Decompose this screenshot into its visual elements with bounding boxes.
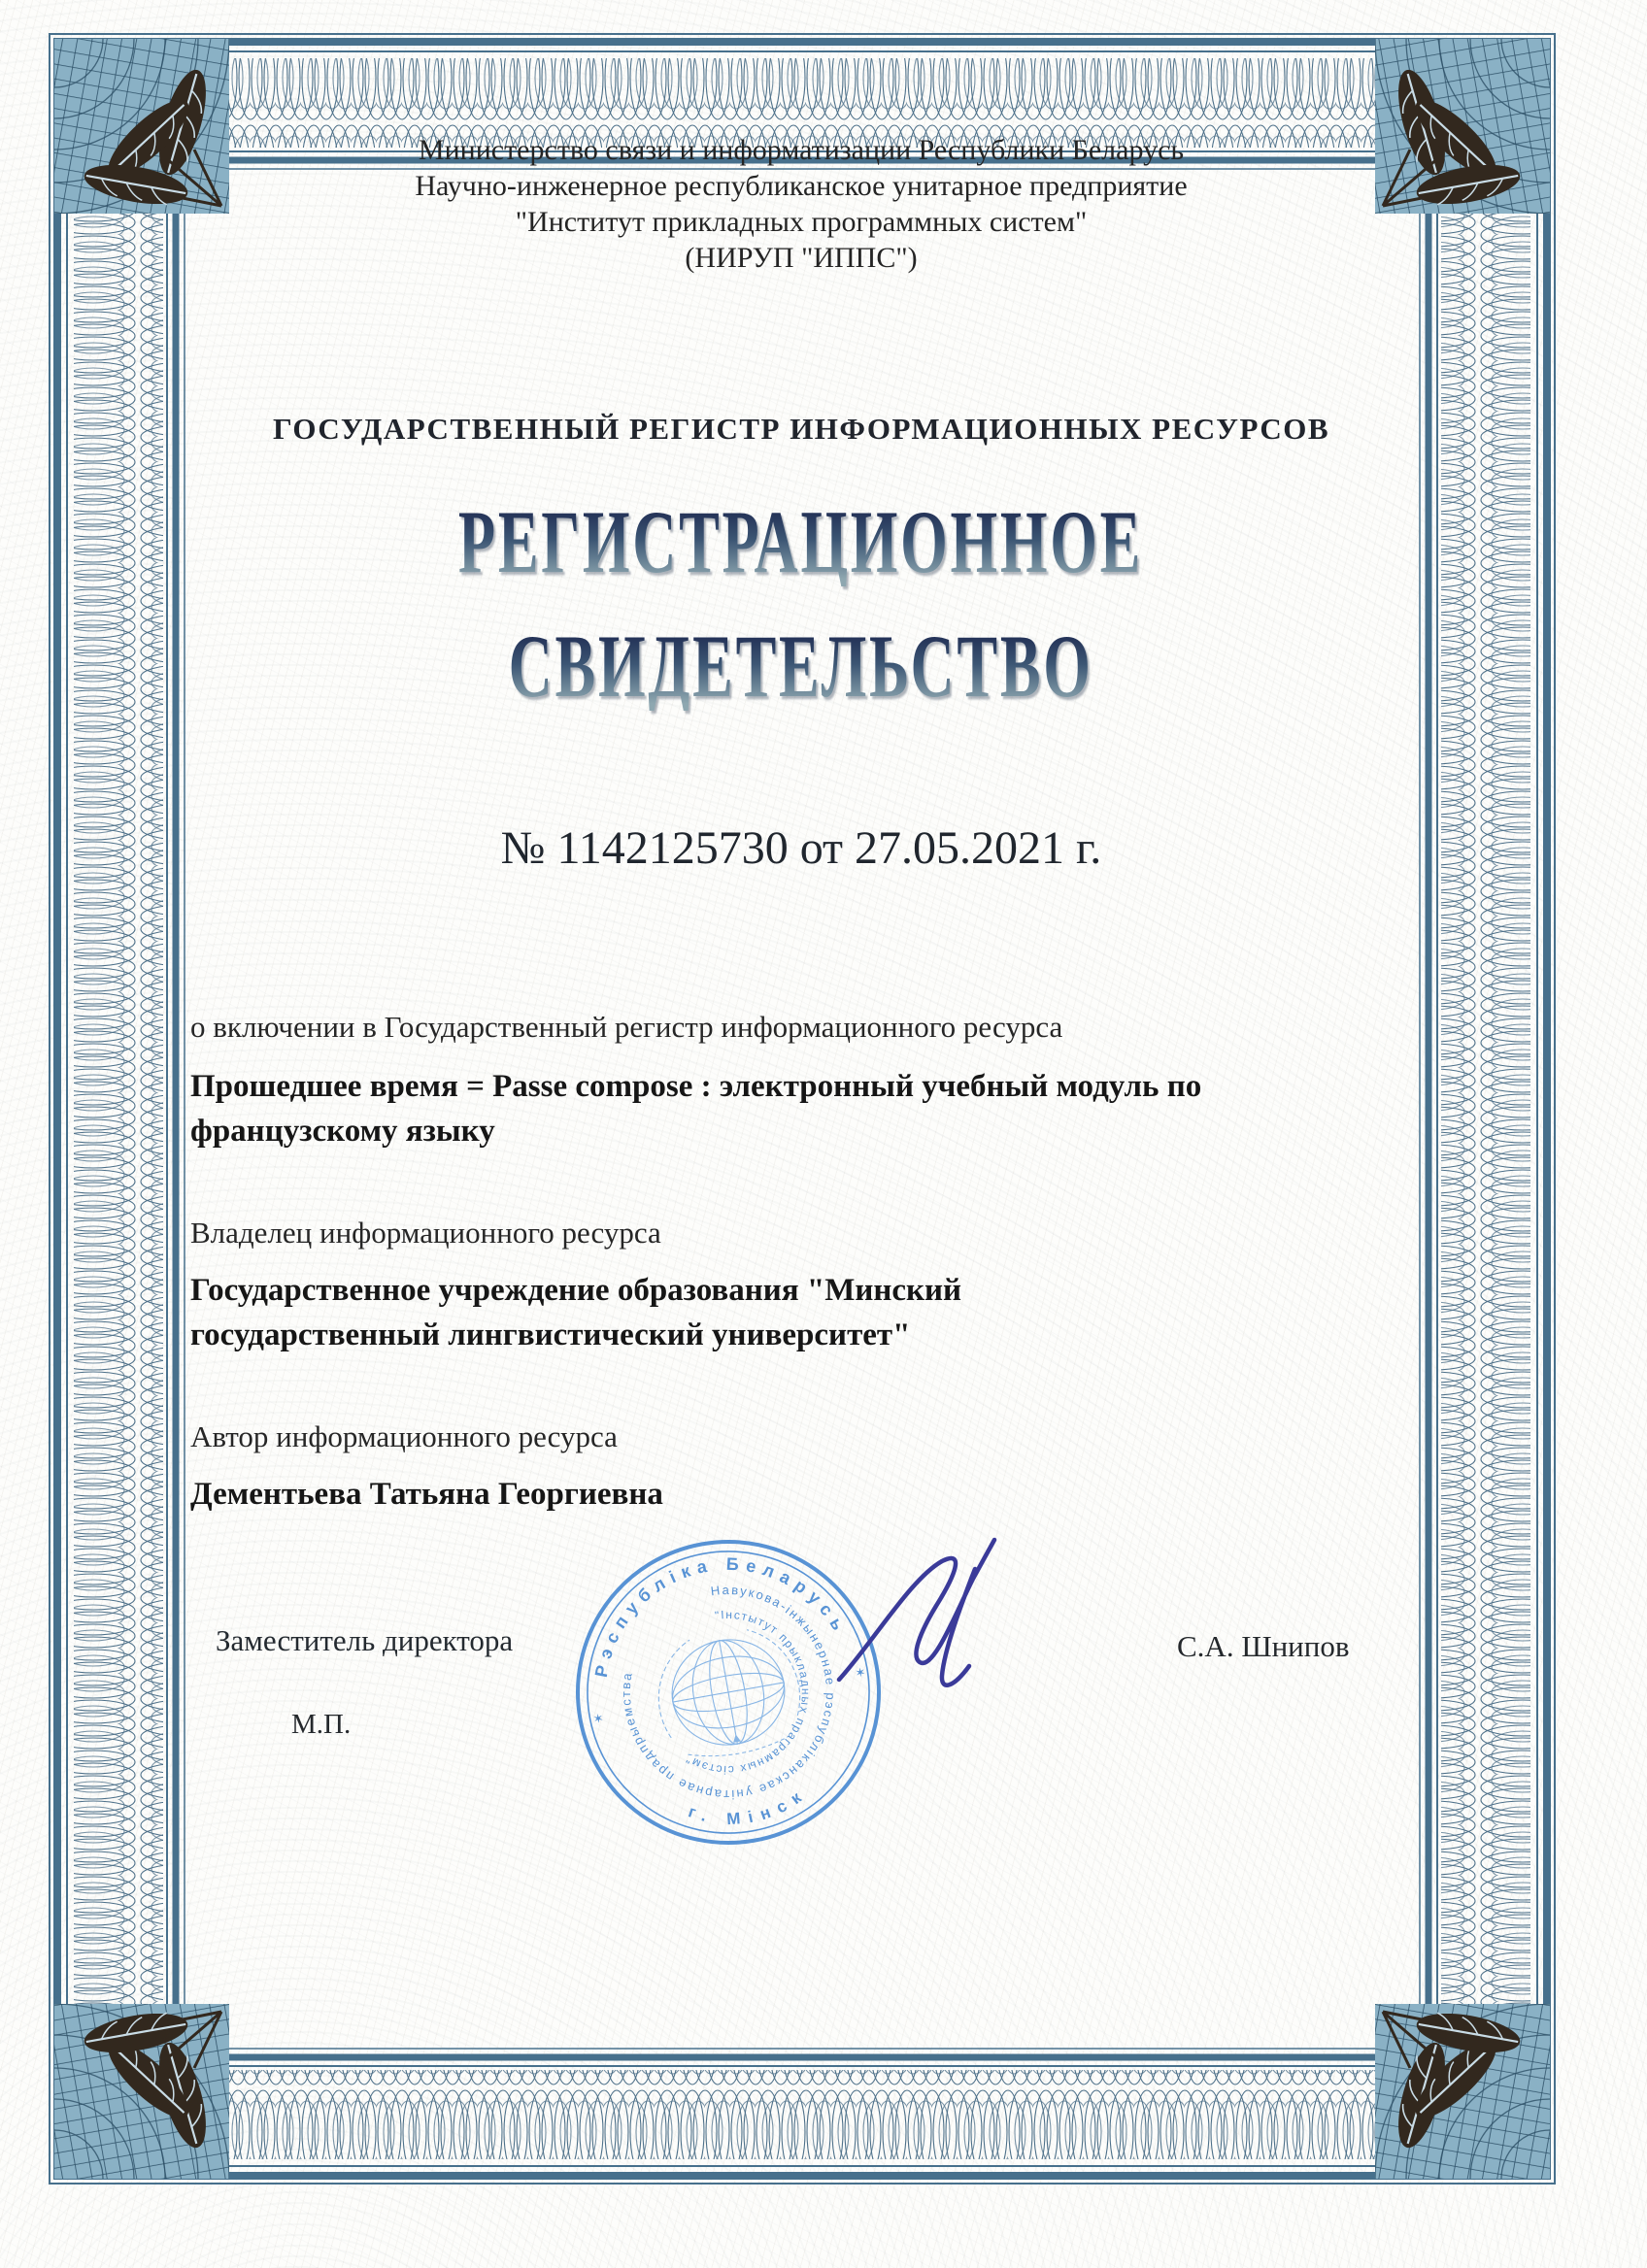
author-label: Автор информационного ресурса — [190, 1419, 618, 1453]
owner-label: Владелец информационного ресурса — [190, 1216, 661, 1250]
border-band-right — [1441, 58, 1530, 2159]
stamp-place-abbrev: М.П. — [291, 1709, 352, 1740]
stamp-star-left: ✶ — [591, 1710, 605, 1727]
signer-name: С.А. Шнипов — [1177, 1629, 1350, 1663]
issuer-line-abbrev: (НИРУП "ИППС") — [685, 242, 918, 274]
inclusion-statement: о включении в Государственный регистр информационного ресурса — [190, 1010, 1063, 1044]
signer-role: Заместитель директора — [216, 1623, 514, 1657]
issuer-line-enterprise: Научно-инженерное республиканское унитарное предприятие — [415, 170, 1188, 202]
owner-name: Государственное учреждение образования "Минский государственный лингвистический университет" — [190, 1273, 962, 1352]
border-band-left — [74, 58, 163, 2159]
resource-title: Прошедшее время = Passe compose : электронный учебный модуль по французскому языку — [190, 1069, 1202, 1149]
stamp-text-institute: "Інстытут прыкладных праграмных сістэм" — [683, 1607, 813, 1778]
author-name: Дементьева Татьяна Георгиевна — [190, 1477, 663, 1512]
registry-heading: ГОСУДАРСТВЕННЫЙ РЕГИСТР ИНФОРМАЦИОННЫХ РЕСУРСОВ — [272, 412, 1330, 446]
issuer-line-institute: "Институт прикладных программных систем" — [515, 206, 1088, 238]
border-band-bottom — [74, 2070, 1530, 2159]
corner-ornament-bottom-right — [1375, 2004, 1556, 2185]
corner-ornament-bottom-left — [49, 2004, 229, 2185]
issuer-line-ministry: Министерство связи и информатизации Республики Беларусь — [418, 134, 1185, 166]
stamp-text-city: г. Мінск — [686, 1783, 812, 1829]
certificate-number-line: № 1142125730 от 27.05.2021 г. — [500, 822, 1102, 874]
stamp-star-right: ✶ — [854, 1664, 867, 1681]
certificate-title-line1: РЕГИСТРАЦИОННОЕ — [458, 492, 1144, 591]
stamp-text-enterprise: Навукова-інжынернае рэспубліканскае унітарнае прадпрыемства — [618, 1582, 838, 1803]
handwritten-signature — [827, 1522, 1031, 1726]
issuer-block — [185, 132, 1418, 276]
stamp-text-republic: Рэспубліка Беларусь — [590, 1553, 852, 1680]
certificate-title-line2: СВИДЕТЕЛЬСТВО — [508, 617, 1094, 716]
